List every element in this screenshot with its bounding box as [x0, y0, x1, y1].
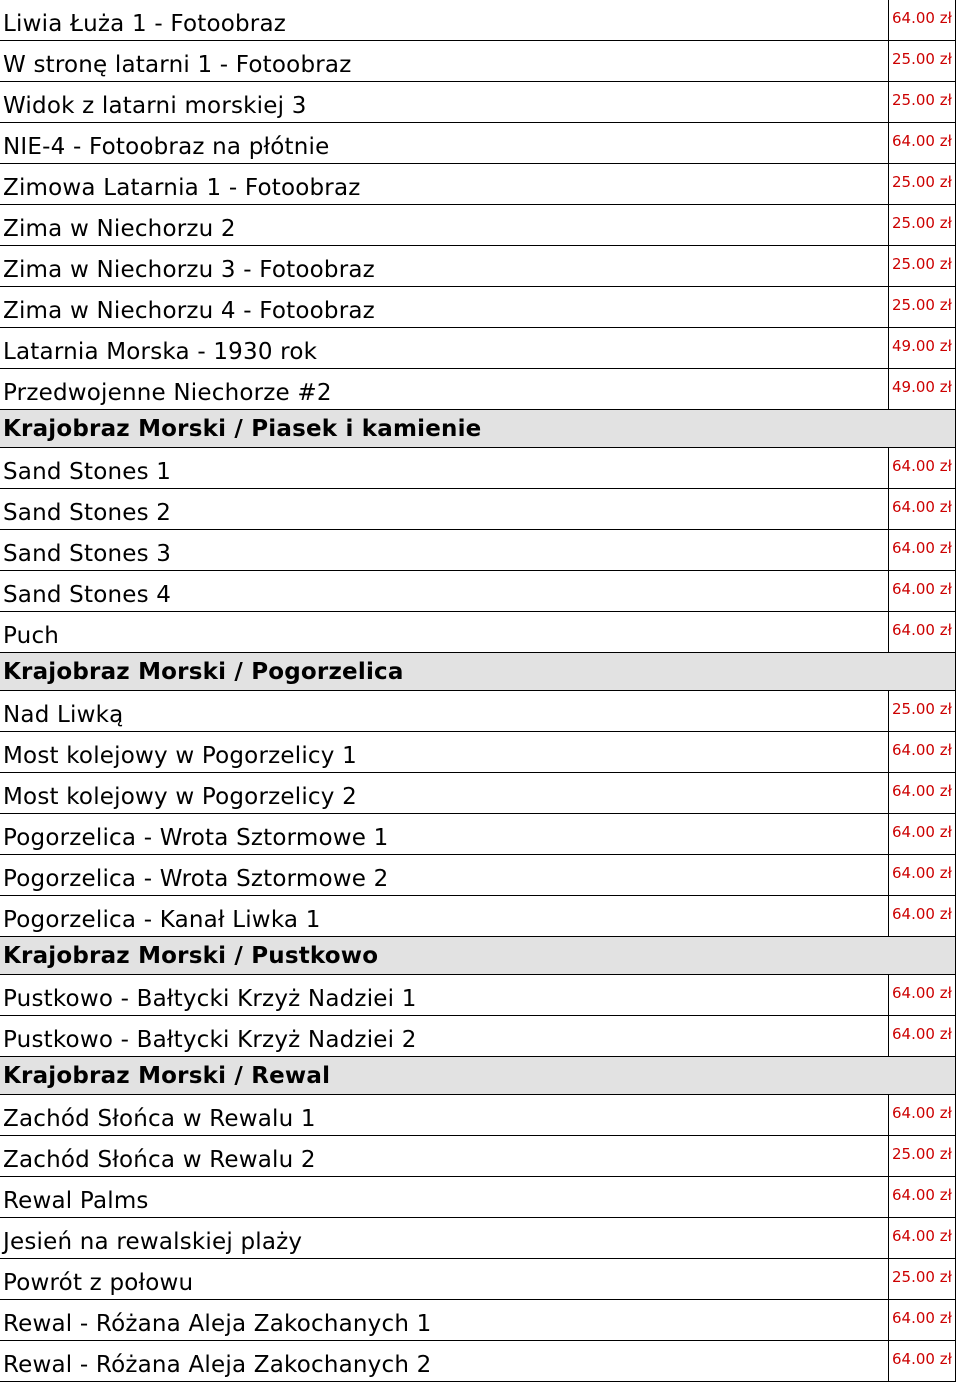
product-row [0, 205, 955, 246]
product-name: Rewal - Różana Aleja Zakochanych 1 [3, 1311, 432, 1337]
product-price: 64.00 zł [888, 1218, 955, 1258]
product-name: Zima w Niechorzu 3 - Fotoobraz [3, 257, 375, 283]
product-name: Nad Liwką [3, 702, 124, 728]
product-price: 49.00 zł [888, 369, 955, 409]
product-row [0, 530, 955, 571]
product-row [0, 489, 955, 530]
product-price: 64.00 zł [888, 0, 955, 40]
product-name: Przedwojenne Niechorze #2 [3, 380, 332, 406]
product-price: 64.00 zł [888, 975, 955, 1015]
product-row [0, 732, 955, 773]
product-price: 25.00 zł [888, 246, 955, 286]
product-price: 64.00 zł [888, 530, 955, 570]
product-row [0, 814, 955, 855]
product-row [0, 123, 955, 164]
product-row [0, 691, 955, 732]
product-row [0, 1095, 955, 1136]
product-name: Puch [3, 623, 60, 649]
product-price: 64.00 zł [888, 1300, 955, 1340]
category-header [0, 1057, 955, 1095]
product-price: 25.00 zł [888, 205, 955, 245]
header-price-cell [888, 410, 955, 447]
product-price: 64.00 zł [888, 1095, 955, 1135]
product-name: Sand Stones 4 [3, 582, 172, 608]
product-price: 64.00 zł [888, 814, 955, 854]
product-name: Zachód Słońca w Rewalu 2 [3, 1147, 316, 1173]
product-price: 64.00 zł [888, 489, 955, 529]
product-row [0, 287, 955, 328]
product-price: 64.00 zł [888, 1016, 955, 1056]
product-name: Sand Stones 2 [3, 500, 172, 526]
header-price-cell [888, 1057, 955, 1094]
product-name: Liwia Łuża 1 - Fotoobraz [3, 11, 287, 37]
product-name: Zimowa Latarnia 1 - Fotoobraz [3, 175, 361, 201]
product-name: Pustkowo - Bałtycki Krzyż Nadziei 2 [3, 1027, 417, 1053]
category-title: Krajobraz Morski / Pustkowo [3, 942, 379, 969]
category-header [0, 937, 955, 975]
product-price: 25.00 zł [888, 41, 955, 81]
product-name: Rewal Palms [3, 1188, 149, 1214]
product-price: 64.00 zł [888, 612, 955, 652]
product-price: 64.00 zł [888, 1341, 955, 1381]
category-title: Krajobraz Morski / Piasek i kamienie [3, 415, 482, 442]
product-name: Pogorzelica - Wrota Sztormowe 2 [3, 866, 389, 892]
product-row [0, 1136, 955, 1177]
product-name: Powrót z połowu [3, 1270, 194, 1296]
product-price: 64.00 zł [888, 855, 955, 895]
product-row [0, 246, 955, 287]
product-name: Sand Stones 3 [3, 541, 172, 567]
product-name: Jesień na rewalskiej plaży [3, 1229, 303, 1255]
product-name: Most kolejowy w Pogorzelicy 1 [3, 743, 357, 769]
product-row [0, 328, 955, 369]
product-price: 25.00 zł [888, 1136, 955, 1176]
product-name: Latarnia Morska - 1930 rok [3, 339, 318, 365]
product-row [0, 1300, 955, 1341]
product-price: 25.00 zł [888, 1259, 955, 1299]
product-row [0, 1341, 955, 1382]
product-price: 49.00 zł [888, 328, 955, 368]
product-row [0, 0, 955, 41]
product-row [0, 1016, 955, 1057]
product-price: 25.00 zł [888, 287, 955, 327]
category-header [0, 410, 955, 448]
product-row [0, 41, 955, 82]
category-title: Krajobraz Morski / Rewal [3, 1062, 331, 1089]
product-row [0, 1259, 955, 1300]
product-name: Most kolejowy w Pogorzelicy 2 [3, 784, 357, 810]
product-price: 64.00 zł [888, 571, 955, 611]
product-price: 25.00 zł [888, 164, 955, 204]
product-name: Zima w Niechorzu 2 [3, 216, 236, 242]
product-row [0, 164, 955, 205]
product-row [0, 1177, 955, 1218]
header-price-cell [888, 653, 955, 690]
product-row [0, 773, 955, 814]
product-price: 25.00 zł [888, 691, 955, 731]
product-row [0, 975, 955, 1016]
product-row [0, 896, 955, 937]
product-name: Zima w Niechorzu 4 - Fotoobraz [3, 298, 375, 324]
product-price: 64.00 zł [888, 123, 955, 163]
product-row [0, 448, 955, 489]
product-price: 64.00 zł [888, 773, 955, 813]
product-name: Pogorzelica - Kanał Liwka 1 [3, 907, 321, 933]
product-row [0, 612, 955, 653]
product-name: Widok z latarni morskiej 3 [3, 93, 307, 119]
product-name: Rewal - Różana Aleja Zakochanych 2 [3, 1352, 432, 1378]
product-price: 64.00 zł [888, 732, 955, 772]
product-price: 64.00 zł [888, 448, 955, 488]
product-price: 64.00 zł [888, 1177, 955, 1217]
product-row [0, 369, 955, 410]
product-row [0, 1218, 955, 1259]
category-header [0, 653, 955, 691]
product-name: Pustkowo - Bałtycki Krzyż Nadziei 1 [3, 986, 417, 1012]
product-name: Zachód Słońca w Rewalu 1 [3, 1106, 316, 1132]
product-name: W stronę latarni 1 - Fotoobraz [3, 52, 352, 78]
product-price: 64.00 zł [888, 896, 955, 936]
product-name: Sand Stones 1 [3, 459, 172, 485]
product-row [0, 855, 955, 896]
product-price: 25.00 zł [888, 82, 955, 122]
product-name: NIE-4 - Fotoobraz na płótnie [3, 134, 330, 160]
header-price-cell [888, 937, 955, 974]
product-row [0, 571, 955, 612]
product-row [0, 82, 955, 123]
category-title: Krajobraz Morski / Pogorzelica [3, 658, 404, 685]
product-name: Pogorzelica - Wrota Sztormowe 1 [3, 825, 389, 851]
